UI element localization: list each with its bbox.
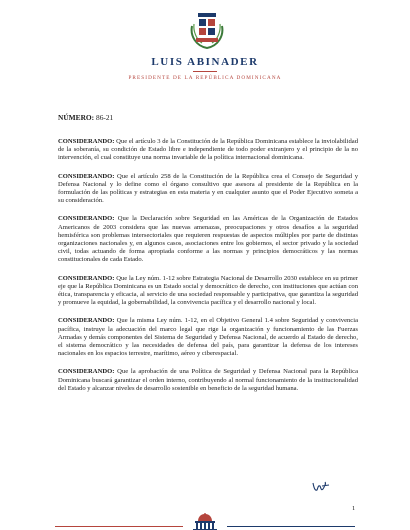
considerando-text: Que el artículo 258 de la Constitución de la República crea el Consejo de Seguridad y Defensa Nacional y lo define como el órgano consultivo que asesora al presidente de la República en la formulación de las políticas y estrategias en esta materia y en cualquier asunto que el Poder Ejecutivo someta a su consideración. bbox=[58, 172, 358, 205]
considerando-text: Que el artículo 3 de la Constitución de la República Dominicana establece la inviolabilidad de la soberanía, su condición de Estado libre e independiente de todo poder extranjero y el principio de la no intervención, el cual constituye una norma invariable de la política internacional dominicana. bbox=[58, 138, 358, 162]
considerando-paragraph bbox=[58, 317, 358, 358]
considerando-text: Que la Ley núm. 1-12 sobre Estrategia Nacional de Desarrollo 2030 establece en su primer eje que la República Dominicana es un Estado social y democrático de derecho, con instituciones que actúan con ética, transparencia y eficacia, al servicio de una sociedad responsable y participativa, que garantiza la seguridad y promueve la equidad, la gobernabilidad, la convivencia pacífica y el desarrollo nacional y local. bbox=[58, 274, 358, 307]
page-number: 1 bbox=[352, 505, 356, 512]
president-title: PRESIDENTE DE LA REPÚBLICA DOMINICANA bbox=[128, 75, 282, 81]
considerando-text: Que la Declaración sobre Seguridad en las Américas de la Organización de Estados Americanos de 2003 considera que las nuevas amenazas, preocupaciones y otros desafíos a la seguridad hemisférica son problemas intersectoriales que requieren respuestas de aspectos múltiples por parte de distintas organizaciones nacionales y, en algunos casos, asociaciones entre los gobiernos, el sector privado y la sociedad civil, todas actuando de forma apropiada conforme a las normas y principios democráticos y las normas constitucionales de cada Estado. bbox=[58, 215, 358, 264]
considerando-lead: CONSIDERANDO: bbox=[58, 274, 115, 282]
considerando-paragraph bbox=[58, 275, 358, 308]
palace-emblem-icon bbox=[191, 513, 219, 530]
signature-icon bbox=[311, 480, 331, 494]
decree-number-label: NÚMERO: bbox=[58, 113, 95, 122]
considerando-paragraph bbox=[58, 368, 358, 393]
considerando-lead: CONSIDERANDO: bbox=[58, 215, 115, 223]
considerando-lead: CONSIDERANDO: bbox=[58, 368, 115, 376]
coat-of-arms-icon bbox=[190, 6, 224, 50]
footer-divider-left bbox=[55, 526, 183, 527]
president-name: LUIS ABINADER bbox=[151, 56, 259, 68]
considerando-text: Que la misma Ley núm. 1-12, en el Objetivo General 1.4 sobre Seguridad y convivencia pacífica, instruye la adecuación del marco legal que rige la organización y funcionamiento de las Fuerzas Armadas y demás componentes del Sistema de Seguridad y Defensa Nacional, de acuerdo al Estado de derecho, el sistema democrático y las necesidades de defensa del país, para garantizar la defensa de los intereses nacionales en los espacios terrestre, marítimo, aéreo y ciberespacial. bbox=[58, 317, 358, 358]
considerando-paragraph bbox=[58, 215, 358, 264]
decree-number bbox=[58, 113, 113, 122]
footer-divider-right bbox=[227, 526, 355, 527]
considerando-paragraph bbox=[58, 138, 358, 163]
considerando-lead: CONSIDERANDO: bbox=[58, 317, 115, 325]
considerando-lead: CONSIDERANDO: bbox=[58, 172, 115, 180]
considerando-paragraph bbox=[58, 173, 358, 206]
considerando-text: Que la aprobación de una Política de Seguridad y Defensa Nacional para la República Dominicana buscará garantizar el orden interno, contribuyendo al normal funcionamiento de la institucionalidad del Estado y alcanzar niveles de desarrollo sostenible en beneficio de la seguridad humana. bbox=[58, 368, 358, 392]
decree-number-value: 86-21 bbox=[96, 113, 114, 122]
considerando-list bbox=[58, 138, 358, 403]
considerando-lead: CONSIDERANDO: bbox=[58, 138, 115, 145]
header-divider bbox=[193, 71, 217, 72]
